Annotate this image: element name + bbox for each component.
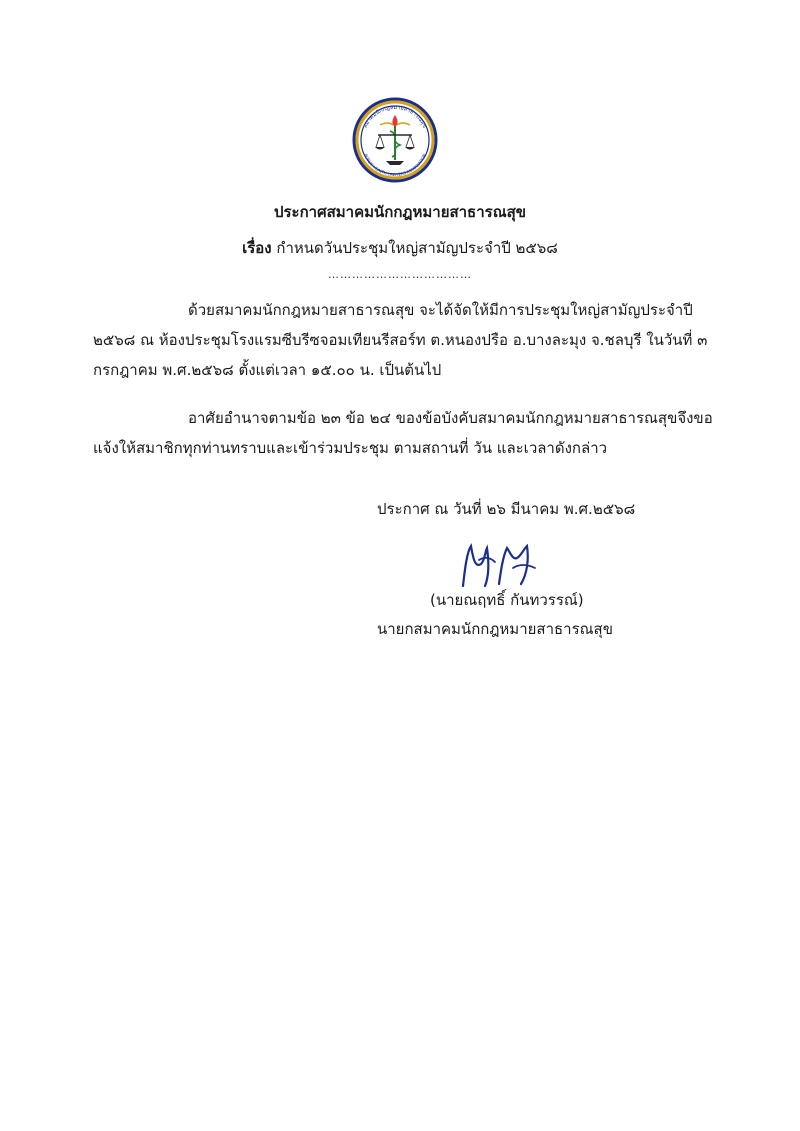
logo-ring-text-bottom: PUBLIC HEALTH LAWYERS ASSOCIATION xyxy=(363,152,427,178)
paragraph-line: ๒๕๖๘ ณ ห้องประชุมโรงแรมซีบรีซจอมเทียนรีสอร์ท ต.หนองปรือ อ.บางละมุง จ.ชลบุรี ในวันที่ ๓ xyxy=(93,331,708,349)
announcement-title: ประกาศสมาคมนักกฎหมายสาธารณสุข xyxy=(273,203,527,221)
signer-position: นายกสมาคมนักกฎหมายสาธารณสุข xyxy=(377,620,613,638)
association-logo xyxy=(350,95,440,185)
handwritten-signature xyxy=(455,538,550,593)
paragraph-meeting-details xyxy=(93,295,710,385)
signer-name: (นายณฤทธิ์ กันทวรรณ์) xyxy=(430,591,584,609)
subject-text: กำหนดวันประชุมใหญ่สามัญประจำปี ๒๕๖๘ xyxy=(276,239,558,257)
separator-dots: ……………………………… xyxy=(328,268,472,281)
subject-label: เรื่อง xyxy=(242,239,272,257)
paragraph-line: อาศัยอำนาจตามข้อ ๒๓ ข้อ ๒๔ ของข้อบังคับสมาคมนักกฎหมายสาธารณสุขจึงขอ xyxy=(188,409,713,427)
paragraph-authority xyxy=(93,403,713,463)
paragraph-line: ด้วยสมาคมนักกฎหมายสาธารณสุข จะได้จัดให้มีการประชุมใหญ่สามัญประจำปี xyxy=(188,301,693,319)
subject-line xyxy=(0,236,800,260)
paragraph-line: แจ้งให้สมาชิกทุกท่านทราบและเข้าร่วมประชุม ตามสถานที่ วัน และเวลาดังกล่าว xyxy=(93,439,608,457)
logo-ring-text-top: สมาคมนักกฎหมายสาธารณสุข xyxy=(362,104,428,130)
announcement-date: ประกาศ ณ วันที่ ๒๖ มีนาคม พ.ศ.๒๕๖๘ xyxy=(377,500,636,518)
paragraph-line: กรกฎาคม พ.ศ.๒๕๖๘ ตั้งแต่เวลา ๑๕.๐๐ น. เป็นต้นไป xyxy=(93,361,442,379)
